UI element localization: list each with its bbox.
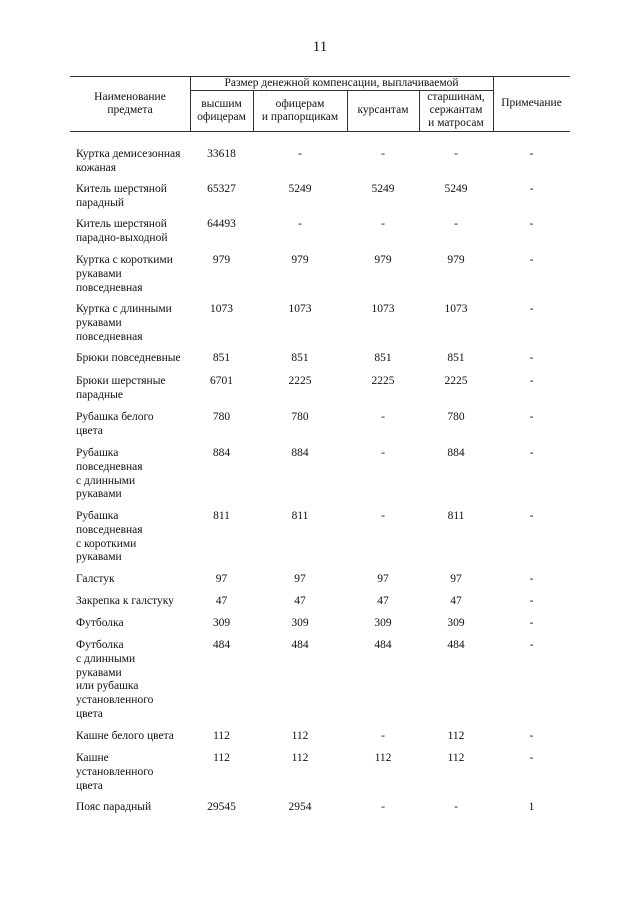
value-senior-officers: 309 bbox=[212, 617, 231, 629]
value-senior-officers: 47 bbox=[215, 595, 228, 607]
header-col-senior-officers: высшим офицерам bbox=[197, 97, 246, 123]
value-senior-officers: 6701 bbox=[210, 375, 233, 387]
value-petty-officers: - bbox=[454, 801, 458, 813]
value-cadets: 1073 bbox=[371, 303, 395, 315]
value-cadets: 5249 bbox=[371, 183, 395, 195]
value-senior-officers: 1073 bbox=[210, 303, 233, 315]
header-col-cadets: курсантам bbox=[357, 104, 409, 116]
item-name: Куртка с длинными рукавами повседневная bbox=[76, 303, 172, 343]
value-petty-officers: 811 bbox=[447, 510, 465, 522]
header-col-note: Примечание bbox=[501, 97, 562, 109]
item-name: Пояс парадный bbox=[76, 801, 152, 813]
item-name: Кашне установленного цвета bbox=[76, 752, 154, 792]
value-officers-warrants: 2954 bbox=[288, 801, 312, 813]
value-officers-warrants: 97 bbox=[294, 573, 306, 585]
item-name: Галстук bbox=[76, 573, 115, 585]
value-officers-warrants: 112 bbox=[291, 730, 309, 742]
value-petty-officers: - bbox=[454, 218, 458, 230]
value-senior-officers: 979 bbox=[212, 254, 231, 266]
value-senior-officers: 112 bbox=[213, 752, 230, 764]
item-name: Китель шерстяной парадно-выходной bbox=[76, 218, 168, 244]
value-senior-officers: 484 bbox=[212, 639, 231, 651]
value-note: - bbox=[529, 254, 534, 266]
value-senior-officers: 112 bbox=[213, 730, 230, 742]
value-cadets: 851 bbox=[374, 352, 392, 364]
value-cadets: 979 bbox=[374, 254, 392, 266]
value-petty-officers: 2225 bbox=[444, 375, 468, 387]
value-cadets: 309 bbox=[374, 617, 392, 629]
item-name: Кашне белого цвета bbox=[76, 730, 174, 742]
value-note: - bbox=[529, 617, 534, 629]
value-officers-warrants: 780 bbox=[291, 411, 309, 423]
value-officers-warrants: 2225 bbox=[288, 375, 312, 387]
header-group-title: Размер денежной компенсации, выплачиваемой bbox=[224, 76, 459, 89]
value-note: - bbox=[529, 595, 534, 607]
item-name: Китель шерстяной парадный bbox=[76, 183, 167, 209]
value-petty-officers: 484 bbox=[447, 639, 465, 651]
value-note: - bbox=[529, 639, 534, 651]
value-officers-warrants: 309 bbox=[291, 617, 309, 629]
item-name: Куртка с короткими рукавами повседневная bbox=[76, 254, 173, 294]
item-name: Рубашка повседневная с длинными рукавами bbox=[76, 447, 143, 501]
value-officers-warrants: 5249 bbox=[288, 183, 312, 195]
value-note: 1 bbox=[528, 801, 535, 813]
value-cadets: - bbox=[381, 447, 385, 459]
value-cadets: - bbox=[381, 801, 385, 813]
header-col-petty-officers: старшинам, сержантам и матросам bbox=[427, 91, 485, 129]
item-name: Футболка с длинными рукавами или рубашка установленного цвета bbox=[76, 639, 154, 720]
item-name: Рубашка повседневная с короткими рукавами bbox=[76, 510, 143, 564]
value-petty-officers: 112 bbox=[447, 730, 465, 742]
value-officers-warrants: 884 bbox=[291, 447, 309, 459]
value-cadets: - bbox=[381, 730, 385, 742]
value-senior-officers: 811 bbox=[213, 510, 230, 522]
item-name: Брюки повседневные bbox=[76, 352, 181, 364]
value-cadets: - bbox=[381, 510, 385, 522]
value-petty-officers: 884 bbox=[447, 447, 465, 459]
value-officers-warrants: 47 bbox=[294, 595, 306, 607]
value-petty-officers: 780 bbox=[447, 411, 465, 423]
item-name: Брюки шерстяные парадные bbox=[76, 375, 166, 401]
value-note: - bbox=[529, 447, 534, 459]
value-petty-officers: 309 bbox=[447, 617, 465, 629]
value-petty-officers: 851 bbox=[447, 352, 465, 364]
value-petty-officers: 97 bbox=[450, 573, 462, 585]
value-petty-officers: 112 bbox=[447, 752, 465, 764]
value-cadets: 2225 bbox=[371, 375, 395, 387]
value-note: - bbox=[529, 510, 534, 522]
page-number: 11 bbox=[312, 39, 328, 55]
value-petty-officers: 47 bbox=[450, 595, 462, 607]
value-officers-warrants: 484 bbox=[291, 639, 309, 651]
item-name: Рубашка белого цвета bbox=[76, 411, 154, 437]
value-officers-warrants: 1073 bbox=[288, 303, 312, 315]
value-note: - bbox=[529, 411, 534, 423]
value-senior-officers: 64493 bbox=[207, 218, 236, 230]
value-petty-officers: - bbox=[454, 148, 458, 160]
value-cadets: - bbox=[381, 218, 385, 230]
value-cadets: 484 bbox=[374, 639, 392, 651]
value-petty-officers: 1073 bbox=[444, 303, 468, 315]
value-note: - bbox=[529, 352, 534, 364]
value-officers-warrants: - bbox=[298, 148, 302, 160]
value-note: - bbox=[529, 375, 534, 387]
value-officers-warrants: 979 bbox=[291, 254, 309, 266]
value-note: - bbox=[529, 730, 534, 742]
value-note: - bbox=[529, 148, 534, 160]
header-col-officers-warrants: офицерам и прапорщикам bbox=[261, 97, 339, 123]
value-officers-warrants: 851 bbox=[291, 352, 309, 364]
value-cadets: - bbox=[381, 148, 385, 160]
value-cadets: 47 bbox=[377, 595, 389, 607]
item-name: Закрепка к галстуку bbox=[76, 595, 174, 607]
value-note: - bbox=[529, 573, 534, 585]
value-officers-warrants: 811 bbox=[291, 510, 309, 522]
value-senior-officers: 33618 bbox=[207, 148, 236, 160]
value-note: - bbox=[529, 752, 534, 764]
value-senior-officers: 97 bbox=[215, 573, 228, 585]
value-cadets: 112 bbox=[374, 752, 392, 764]
value-officers-warrants: - bbox=[298, 218, 302, 230]
value-senior-officers: 65327 bbox=[207, 183, 236, 195]
value-note: - bbox=[529, 303, 534, 315]
value-note: - bbox=[529, 218, 534, 230]
value-note: - bbox=[529, 183, 534, 195]
header-bottom-rule bbox=[70, 131, 570, 132]
value-petty-officers: 5249 bbox=[444, 183, 468, 195]
value-cadets: - bbox=[381, 411, 385, 423]
value-petty-officers: 979 bbox=[447, 254, 465, 266]
value-senior-officers: 851 bbox=[212, 352, 231, 364]
item-name: Куртка демисезонная кожаная bbox=[76, 148, 181, 174]
value-cadets: 97 bbox=[377, 573, 389, 585]
value-senior-officers: 884 bbox=[212, 447, 231, 459]
value-senior-officers: 780 bbox=[212, 411, 231, 423]
item-name: Футболка bbox=[76, 617, 124, 629]
value-officers-warrants: 112 bbox=[291, 752, 309, 764]
value-senior-officers: 29545 bbox=[207, 801, 236, 813]
header-col-name: Наименование предмета bbox=[94, 90, 166, 116]
